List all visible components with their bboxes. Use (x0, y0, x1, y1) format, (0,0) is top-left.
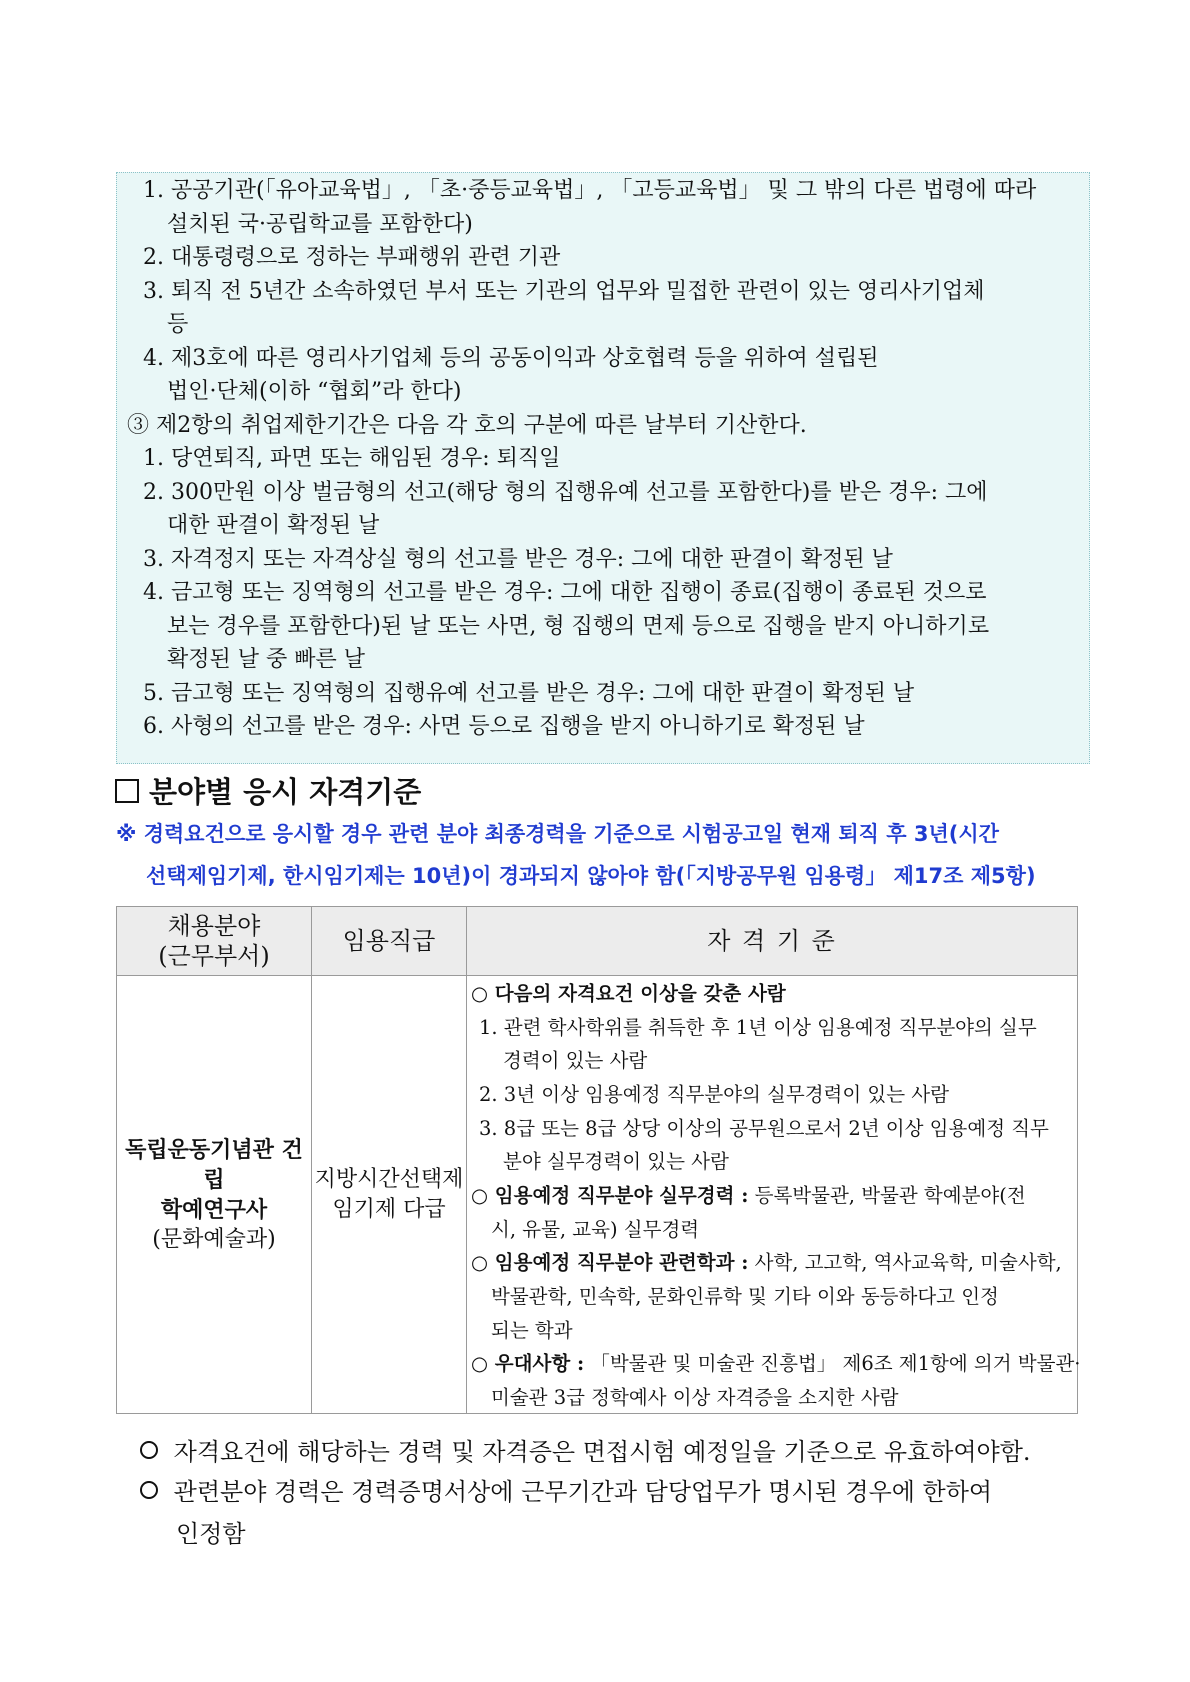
criteria-item: 경력이 있는 사람 (503, 1049, 648, 1072)
header-field-line: 채용분야 (167, 912, 261, 940)
criteria-item: 박물관학, 민속학, 문화인류학 및 기타 이와 동등하다고 인정 (491, 1285, 999, 1308)
header-field-line: (근무부서) (158, 942, 270, 970)
criteria-item: 분야 실무경력이 있는 사람 (503, 1150, 729, 1173)
preference-text: 「박물관 및 미술관 진흥법」 제6조 제1항에 의거 박물관· (584, 1352, 1081, 1375)
notice-line: ※ 경력요건으로 응시할 경우 관련 분야 최종경력을 기준으로 시험공고일 현재 퇴직 후 3년(시간 (116, 822, 999, 846)
criteria-item: 1. 관련 학사학위를 취득한 후 1년 이상 임용예정 직무분야의 실무 (479, 1016, 1037, 1039)
law-excerpt-box (116, 172, 1090, 764)
section-title (115, 770, 421, 811)
law-line: 등 (167, 312, 189, 337)
criteria-cell (467, 976, 1081, 1414)
law-line: 6. 사형의 선고를 받은 경우: 사면 등으로 집행을 받지 아니하기로 확정된 날 (143, 714, 865, 739)
criteria-item: 시, 유물, 교육) 실무경력 (491, 1218, 700, 1241)
law-line: 1. 공공기관(「유아교육법」, 「초·중등교육법」, 「고등교육법」 및 그 밖의 다른 법령에 따라 (143, 178, 1037, 203)
law-line: 1. 당연퇴직, 파면 또는 해임된 경우: 퇴직일 (143, 446, 561, 471)
law-line: 3. 자격정지 또는 자격상실 형의 선고를 받은 경우: 그에 대한 판결이 확정된 날 (143, 547, 893, 572)
bottom-note-text: 관련분야 경력은 경력증명서상에 근무기간과 담당업무가 명시된 경우에 한하여 (173, 1478, 993, 1506)
header-grade: 임용직급 (312, 907, 467, 976)
bottom-note-continued: 인정함 (176, 1520, 246, 1548)
field-name: 독립운동기념관 건립 (125, 1136, 303, 1193)
criteria-departments (471, 1253, 1062, 1273)
law-line: 3. 퇴직 전 5년간 소속하였던 부서 또는 기관의 업무와 밀접한 관련이 있는 영리사기업체 (143, 279, 985, 304)
notice-line: 선택제임기제, 한시임기제는 10년)이 경과되지 않아야 함(「지방공무원 임용령」 제17조 제5항) (146, 864, 1036, 888)
law-line: ③ 제2항의 취업제한기간은 다음 각 호의 구분에 따른 날부터 기산한다. (127, 413, 807, 438)
table-header-row (117, 907, 1078, 976)
criteria-item: 3. 8급 또는 8급 상당 이상의 공무원으로서 2년 이상 임용예정 직무 (479, 1117, 1049, 1140)
experience-label: ○ 임용예정 직무분야 실무경력 : (471, 1184, 749, 1207)
circle-bullet-icon (140, 1441, 158, 1459)
grade-line: 임기제 다급 (332, 1196, 446, 1222)
field-cell (117, 976, 312, 1414)
grade-line: 지방시간선택제 (314, 1166, 464, 1192)
header-field (117, 907, 312, 976)
criteria-head: ○ 다음의 자격요건 이상을 갖춘 사람 (471, 982, 786, 1005)
law-line: 확정된 날 중 빠른 날 (167, 647, 365, 672)
experience-text: 등록박물관, 박물관 학예분야(전 (748, 1184, 1026, 1207)
header-criteria: 자 격 기 준 (467, 907, 1078, 976)
section-title-text: 분야별 응시 자격기준 (149, 775, 422, 809)
grade-cell (312, 976, 467, 1414)
circle-bullet-icon (140, 1481, 158, 1499)
criteria-item: 미술관 3급 정학예사 이상 자격증을 소지한 사람 (491, 1386, 899, 1409)
law-line: 설치된 국·공립학교를 포함한다) (167, 212, 473, 237)
law-line: 4. 제3호에 따른 영리사기업체 등의 공동이익과 상호협력 등을 위하여 설립된 (143, 346, 879, 371)
law-line: 2. 300만원 이상 벌금형의 선고(해당 형의 집행유예 선고를 포함한다)를 받은 경우: 그에 (143, 480, 988, 505)
criteria-preference (471, 1354, 1080, 1374)
criteria-table (116, 906, 1081, 1414)
field-position: 학예연구사 (160, 1196, 268, 1223)
law-line: 법인·단체(이하 “협회”라 한다) (167, 379, 462, 404)
departments-label: ○ 임용예정 직무분야 관련학과 : (471, 1251, 749, 1274)
criteria-experience (471, 1186, 1026, 1206)
law-line: 5. 금고형 또는 징역형의 집행유예 선고를 받은 경우: 그에 대한 판결이 확정된 날 (143, 681, 915, 706)
criteria-item: 되는 학과 (491, 1319, 573, 1342)
criteria-item: 2. 3년 이상 임용예정 직무분야의 실무경력이 있는 사람 (479, 1083, 949, 1106)
law-line: 2. 대통령령으로 정하는 부패행위 관련 기관 (143, 245, 561, 270)
departments-text: 사학, 고고학, 역사교육학, 미술사학, (748, 1251, 1062, 1274)
law-line: 4. 금고형 또는 징역형의 선고를 받은 경우: 그에 대한 집행이 종료(집행이 종료된 것으로 (143, 580, 987, 605)
bottom-note (140, 1480, 992, 1504)
preference-label: ○ 우대사항 : (471, 1352, 585, 1375)
table-row (117, 976, 1078, 1414)
bottom-note-text: 자격요건에 해당하는 경력 및 자격증은 면접시험 예정일을 기준으로 유효하여야함. (173, 1438, 1031, 1466)
bottom-note (140, 1440, 1031, 1464)
checkbox-square-icon (115, 779, 139, 803)
field-department: (문화예술과) (152, 1226, 276, 1252)
law-line: 대한 판결이 확정된 날 (167, 513, 380, 538)
law-line: 보는 경우를 포함한다)된 날 또는 사면, 형 집행의 면제 등으로 집행을 받지 아니하기로 (167, 614, 990, 639)
